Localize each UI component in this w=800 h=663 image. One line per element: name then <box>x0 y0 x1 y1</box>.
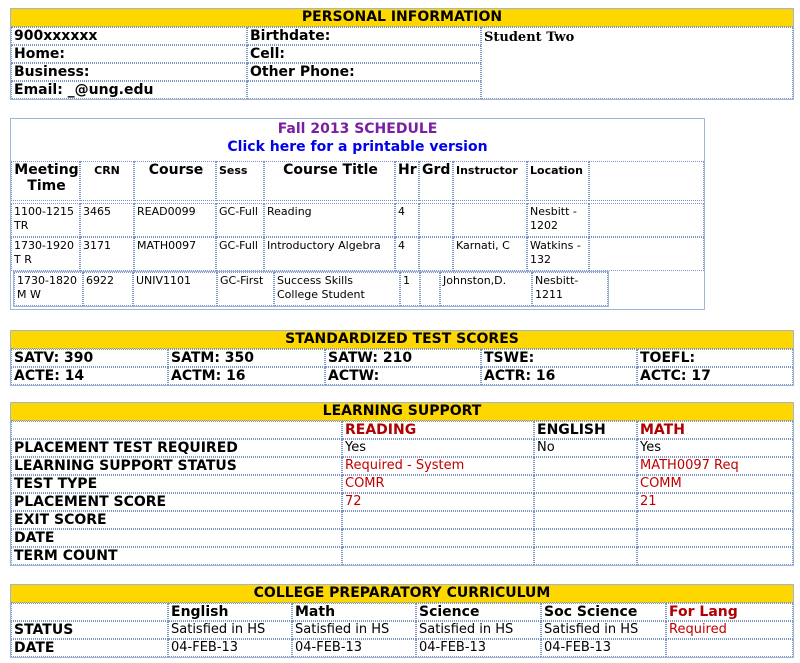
satw-score: SATW: 210 <box>325 349 481 367</box>
row3-title: Success Skills College Student <box>274 272 400 306</box>
student-id: 900xxxxxx <box>11 27 247 45</box>
english-status: Satisfied in HS <box>168 621 292 639</box>
email-label: Email: _@ung.edu <box>11 81 247 99</box>
empty-cell <box>589 237 704 271</box>
actw-score: ACTW: <box>325 367 481 385</box>
empty-cell <box>11 421 342 439</box>
actc-score: ACTC: 17 <box>637 367 793 385</box>
personal-information-header: PERSONAL INFORMATION <box>11 9 793 27</box>
for-lang-status: Required <box>666 621 793 639</box>
math-date: 04-FEB-13 <box>292 639 416 657</box>
other-phone-label: Other Phone: <box>247 63 481 81</box>
row2-time: 1730-1920 T R <box>11 237 80 271</box>
actr-score: ACTR: 16 <box>481 367 637 385</box>
empty-cell <box>247 81 481 99</box>
ls-math-value <box>637 529 793 547</box>
ls-reading-value <box>342 529 534 547</box>
col-sess: Sess <box>216 161 264 201</box>
ls-english-value <box>534 511 637 529</box>
printable-version-link[interactable]: Click here for a printable version <box>227 139 488 155</box>
acte-score: ACTE: 14 <box>11 367 168 385</box>
row3-location: Nesbitt-1211 <box>532 272 608 306</box>
col-math: Math <box>292 603 416 621</box>
ls-math-value <box>637 511 793 529</box>
row1-sess: GC-Full <box>216 203 264 237</box>
soc-science-date: 04-FEB-13 <box>541 639 666 657</box>
row2-sess: GC-Full <box>216 237 264 271</box>
row2-instructor: Karnati, C <box>453 237 527 271</box>
ls-reading-value: Required - System <box>342 457 534 475</box>
row1-title: Reading <box>264 203 395 237</box>
ls-reading-value: Yes <box>342 439 534 457</box>
row1-grd <box>419 203 453 237</box>
row2-title: Introductory Algebra <box>264 237 395 271</box>
ls-reading-value <box>342 547 534 565</box>
row2-location: Watkins - 132 <box>527 237 589 271</box>
col-math: MATH <box>637 421 793 439</box>
satm-score: SATM: 350 <box>168 349 325 367</box>
test-scores-header: STANDARDIZED TEST SCORES <box>11 331 793 349</box>
ls-row-label: EXIT SCORE <box>11 511 342 529</box>
actm-score: ACTM: 16 <box>168 367 325 385</box>
status-label: STATUS <box>11 621 168 639</box>
personal-information-section <box>10 8 794 100</box>
row3-instructor: Johnston,D. <box>440 272 532 306</box>
ls-row-label: PLACEMENT SCORE <box>11 493 342 511</box>
row3-hr: 1 <box>400 272 420 306</box>
col-reading: READING <box>342 421 534 439</box>
col-hr: Hr <box>395 161 419 201</box>
science-status: Satisfied in HS <box>416 621 541 639</box>
student-name: Student Two <box>481 27 793 99</box>
row2-course: MATH0097 <box>134 237 216 271</box>
home-label: Home: <box>11 45 247 63</box>
test-scores-section <box>10 330 794 386</box>
ls-row-label: LEARNING SUPPORT STATUS <box>11 457 342 475</box>
col-course: Course <box>134 161 216 201</box>
empty-cell <box>11 603 168 621</box>
row2-grd <box>419 237 453 271</box>
tswe-score: TSWE: <box>481 349 637 367</box>
row1-hr: 4 <box>395 203 419 237</box>
row1-instructor <box>453 203 527 237</box>
ls-math-value: Yes <box>637 439 793 457</box>
col-instructor: Instructor <box>453 161 527 201</box>
row1-crn: 3465 <box>80 203 134 237</box>
ls-math-value: MATH0097 Req <box>637 457 793 475</box>
col-english: ENGLISH <box>534 421 637 439</box>
ls-english-value <box>534 529 637 547</box>
row3-grd <box>420 272 440 306</box>
schedule-title: Fall 2013 SCHEDULE <box>277 121 438 137</box>
row2-crn: 3171 <box>80 237 134 271</box>
ls-english-value <box>534 493 637 511</box>
col-grd: Grd <box>419 161 453 201</box>
learning-support-section <box>10 402 794 566</box>
cell-label: Cell: <box>247 45 481 63</box>
col-science: Science <box>416 603 541 621</box>
ls-english-value <box>534 475 637 493</box>
learning-support-header: LEARNING SUPPORT <box>11 403 793 421</box>
col-for-lang: For Lang <box>666 603 793 621</box>
ls-row-label: TERM COUNT <box>11 547 342 565</box>
satv-score: SATV: 390 <box>11 349 168 367</box>
ls-english-value <box>534 547 637 565</box>
ls-english-value <box>534 457 637 475</box>
ls-row-label: DATE <box>11 529 342 547</box>
curriculum-section <box>10 584 794 658</box>
ls-reading-value: 72 <box>342 493 534 511</box>
science-date: 04-FEB-13 <box>416 639 541 657</box>
empty-cell <box>589 161 704 201</box>
row1-location: Nesbitt - 1202 <box>527 203 589 237</box>
col-location: Location <box>527 161 589 201</box>
schedule-row3 <box>13 271 609 307</box>
ls-math-value: 21 <box>637 493 793 511</box>
date-label: DATE <box>11 639 168 657</box>
ls-reading-value <box>342 511 534 529</box>
col-crn: CRN <box>80 161 134 201</box>
soc-science-status: Satisfied in HS <box>541 621 666 639</box>
curriculum-header: COLLEGE PREPARATORY CURRICULUM <box>11 585 793 603</box>
row3-time: 1730-1820 M W <box>14 272 83 306</box>
row3-crn: 6922 <box>83 272 133 306</box>
row1-course: READ0099 <box>134 203 216 237</box>
row1-time: 1100-1215 TR <box>11 203 80 237</box>
for-lang-date <box>666 639 793 657</box>
ls-english-value: No <box>534 439 637 457</box>
row3-course: UNIV1101 <box>133 272 217 306</box>
col-meeting-time: Meeting Time <box>11 161 80 201</box>
ls-row-label: TEST TYPE <box>11 475 342 493</box>
ls-math-value <box>637 547 793 565</box>
col-english: English <box>168 603 292 621</box>
col-soc-science: Soc Science <box>541 603 666 621</box>
ls-reading-value: COMR <box>342 475 534 493</box>
birthdate-label: Birthdate: <box>247 27 481 45</box>
ls-math-value: COMM <box>637 475 793 493</box>
row2-hr: 4 <box>395 237 419 271</box>
math-status: Satisfied in HS <box>292 621 416 639</box>
business-label: Business: <box>11 63 247 81</box>
english-date: 04-FEB-13 <box>168 639 292 657</box>
ls-row-label: PLACEMENT TEST REQUIRED <box>11 439 342 457</box>
empty-cell <box>589 203 704 237</box>
toefl-score: TOEFL: <box>637 349 793 367</box>
row3-sess: GC-First <box>217 272 274 306</box>
col-course-title: Course Title <box>264 161 395 201</box>
